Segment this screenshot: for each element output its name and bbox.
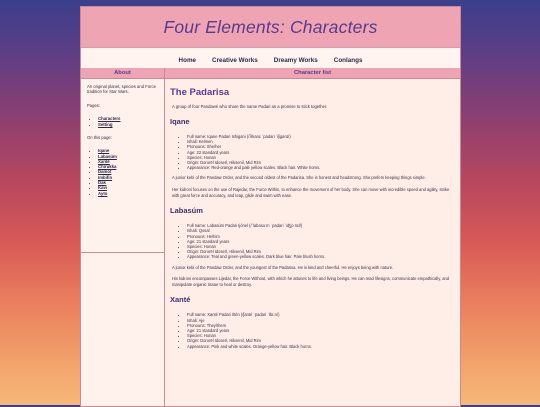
fact-item: • Full name: Labasúm Padari Ijónel (/ˈlabasuːm ˈpadari ˈiʤjɔːnɛl/) bbox=[187, 223, 456, 228]
toc-link-kavi[interactable]: Kavi bbox=[98, 185, 108, 191]
fact-item: • Appearance: Pink and white scales. Orange-yellow hair. Black horns. bbox=[187, 344, 456, 349]
character-name-labasum: Labasúm bbox=[170, 206, 203, 216]
fact-item: • Ishali: Qosal bbox=[187, 228, 456, 233]
fact-item: • Age: 21 standard years bbox=[187, 239, 456, 244]
on-page-label: On this page: bbox=[87, 134, 112, 140]
character-facts bbox=[170, 223, 456, 259]
toc-link-iqane[interactable]: Iqane bbox=[98, 148, 110, 154]
character-description: His kidroni encompasses Lijedar, the Force Without, with which he attunes to life and living beings. He can read lifesigns, communicate empathically, and manipulate organic tissue to heal or destroy. bbox=[172, 276, 450, 287]
page-container bbox=[80, 6, 461, 407]
fact-item: • Ishali: Kelmen bbox=[187, 139, 456, 144]
fact-item: • Species: Honan bbox=[187, 244, 456, 249]
toc-link-imbifin[interactable]: Imbifin bbox=[98, 174, 113, 180]
character-description: A junior kebi of the Pandaw Order, and the youngest of the Padarisa. He is kind and cheerful. He enjoys being with nature. bbox=[172, 264, 394, 270]
list-item bbox=[98, 122, 159, 127]
toc-link-chirukka[interactable]: Chirukka bbox=[98, 164, 117, 170]
site-title: Four Elements: Characters bbox=[163, 16, 378, 37]
nav-conlangs[interactable]: Conlangs bbox=[333, 56, 363, 64]
pages-label: Pages: bbox=[87, 102, 101, 108]
on-page-list bbox=[87, 148, 159, 196]
fact-item: • Ishali: Aje bbox=[187, 318, 456, 323]
main-content bbox=[165, 68, 460, 406]
nav-dreamy-works[interactable]: Dreamy Works bbox=[273, 56, 318, 64]
fact-item: • Pronouns: He/him bbox=[187, 234, 456, 239]
nav-creative-works[interactable]: Creative Works bbox=[212, 56, 258, 64]
fact-item: • Appearance: Red-orange and pale yellow scales. Black hair. White horns. bbox=[187, 165, 456, 170]
fact-item: • Age: 21 standard years bbox=[187, 328, 456, 333]
fact-item: • Species: Honan bbox=[187, 155, 456, 160]
character-facts bbox=[170, 312, 456, 348]
main-heading: Character list bbox=[165, 68, 460, 79]
character-description: A junior kebi of the Pandaw Order, and the second oldest of the Padarisa. She is honest and headstrong. She prefers keeping things simple. bbox=[172, 175, 426, 181]
page-link-setting[interactable]: Setting bbox=[98, 121, 113, 127]
fact-item: • Appearance: Teal and green-yellow scales. Dark blue hair. Pale blush horns. bbox=[187, 254, 456, 259]
page-link-characters[interactable]: Characters bbox=[98, 116, 121, 122]
section-intro: A group of four Pandawé who share the name Padari as a promise to stick together. bbox=[172, 104, 328, 109]
character-name-xante: Xanté bbox=[170, 295, 191, 305]
nav-home[interactable]: Home bbox=[178, 56, 197, 64]
sidebar-heading: About bbox=[81, 68, 164, 79]
about-text: An original planet, species and Force tradition for Star Wars. bbox=[87, 84, 156, 95]
fact-item: • Species: Honan bbox=[187, 333, 456, 338]
toc-link-dak[interactable]: Dak bbox=[98, 180, 106, 185]
fact-item: • Origin: Dororël Idoserl, Hiksenil, Mid Rim bbox=[187, 249, 456, 254]
character-facts bbox=[170, 134, 456, 170]
sidebar bbox=[81, 68, 165, 406]
toc-link-xante[interactable]: Xanté bbox=[98, 158, 110, 164]
list-item bbox=[98, 191, 159, 196]
fact-item: • Full name: Iqane Padari Ishigani (/ʔikanɛ ˈpadari ˈiʃiganɪ/) bbox=[187, 134, 456, 139]
section-title: The Padarisa bbox=[170, 87, 230, 98]
site-banner bbox=[81, 7, 460, 48]
pages-list bbox=[87, 116, 159, 127]
fact-item: • Full name: Xanté Padari Iltén (/ʃanté ˈpadari ˈiltɛːn/) bbox=[187, 312, 456, 317]
fact-item: • Pronouns: She/her bbox=[187, 144, 456, 149]
fact-item: • Pronouns: They/them bbox=[187, 323, 456, 328]
character-name-iqane: Iqane bbox=[170, 117, 190, 126]
toc-link-damot[interactable]: Damot bbox=[98, 169, 112, 175]
fact-item: • Origin: Dororël Idoserl, Hiksenil, Mid Rim bbox=[187, 160, 456, 165]
fact-item: • Age: 22 standard years bbox=[187, 150, 456, 155]
fact-item: • Origin: Dororël Idoserl, Hiksenil, Mid Rim bbox=[187, 338, 456, 343]
character-description: Her kidroni focuses on the use of Rajedar, the Force Within, to enhance the movement of her body. She can move with incredible speed and agility, strike with great force and accuracy, and leap, glide and swim with ease. bbox=[172, 187, 450, 198]
toc-link-labasum[interactable]: Labasúm bbox=[98, 153, 117, 159]
toc-link-ayto[interactable]: Ayto bbox=[98, 190, 108, 196]
